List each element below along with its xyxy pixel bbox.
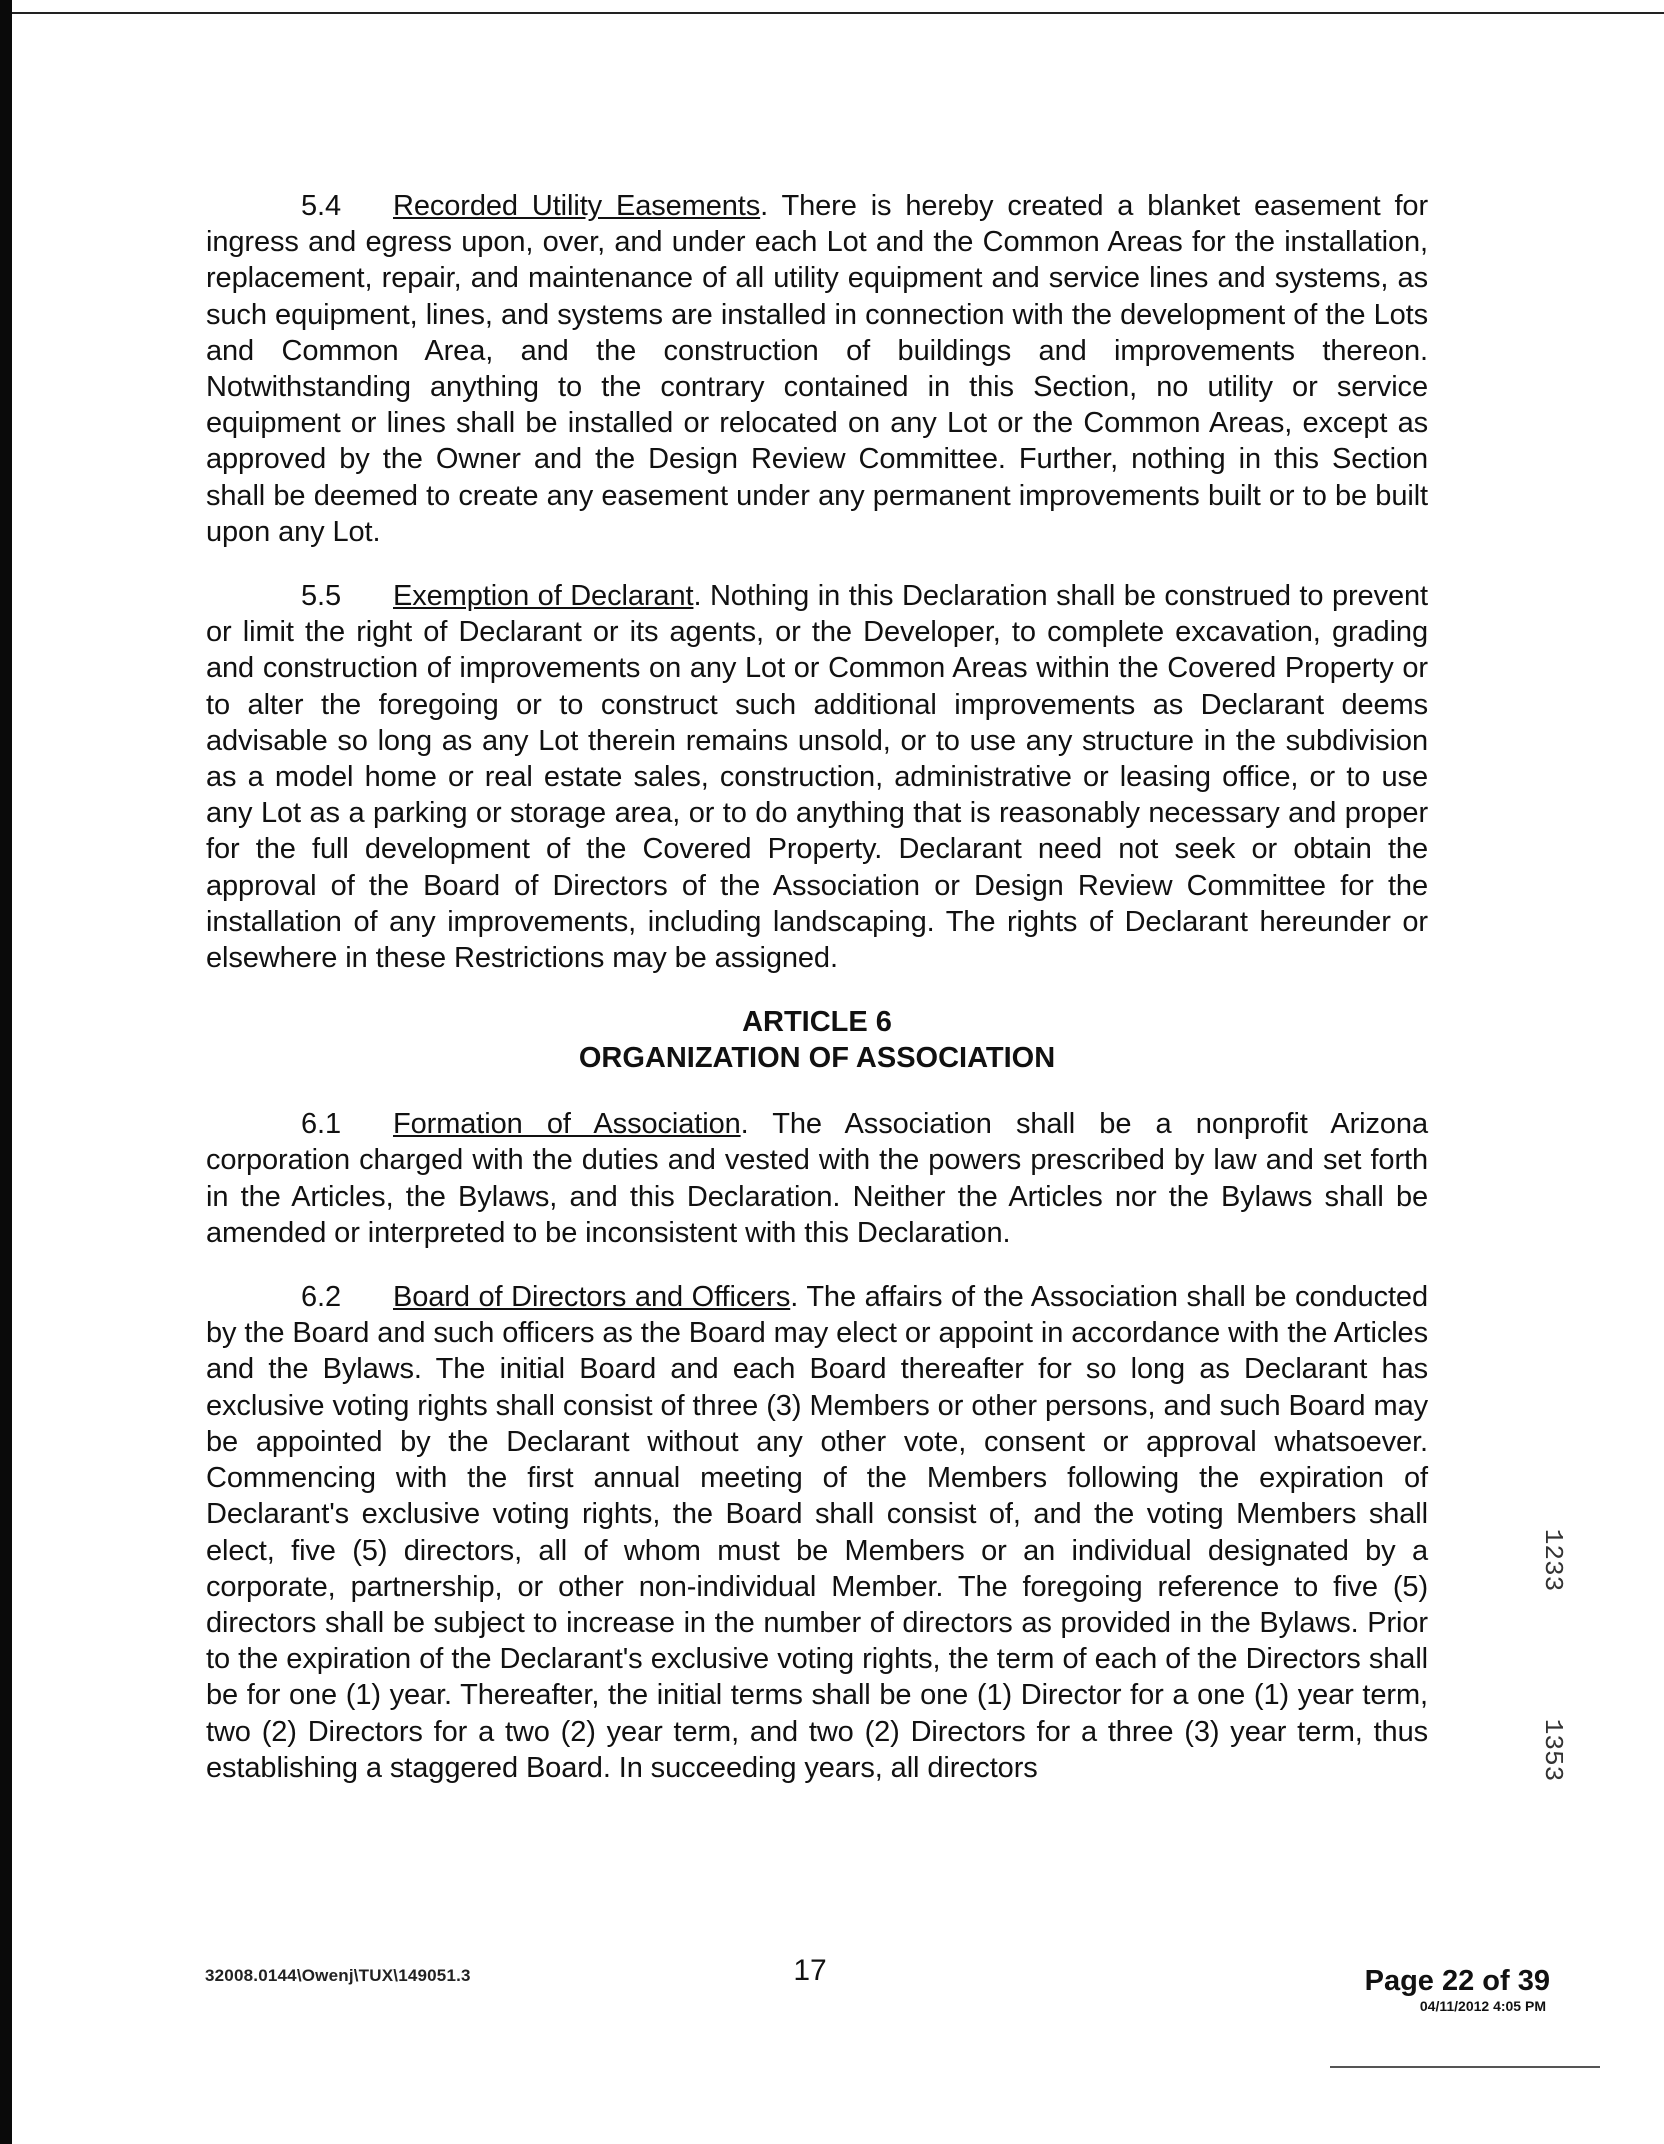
page-stamp (1300, 1964, 1550, 2014)
section-number: 5.4 (301, 190, 342, 222)
top-rule (12, 12, 1664, 14)
margin-stamp-lower (1536, 1690, 1570, 1782)
section-6-1 (206, 1106, 1428, 1251)
margin-stamp-lower-text: 1353 (1538, 1718, 1568, 1782)
section-5-4 (206, 188, 1428, 550)
footer-file-reference: 32008.0144\Owenj\TUX\149051.3 (205, 1966, 471, 1985)
section-heading: Formation of Association (393, 1108, 741, 1141)
bottom-rule (1330, 2066, 1600, 2068)
section-body: . There is hereby created a blanket easement for ingress and egress upon, over, and under each Lot and the Common Areas for the installation, replacement, repair, and maintenance of all utility equipment and service lines and systems, as such equipment, lines, and systems are installed in connection with the development of the Lots and Common Area, and the construction of buildings and improvements thereon. Notwithstanding anything to the contrary contained in this Section, no utility or service equipment or lines shall be installed or relocated on any Lot or the Common Areas, except as approved by the Owner and the Design Review Committee. Further, nothing in this Section shall be deemed to create any easement under any permanent improvements built or to be built upon any Lot. (206, 190, 1428, 548)
section-heading: Board of Directors and Officers (393, 1281, 791, 1314)
article-title: ORGANIZATION OF ASSOCIATION (578, 1042, 1056, 1075)
article-number: ARTICLE 6 (742, 1006, 892, 1039)
section-number: 6.2 (301, 1281, 342, 1314)
print-date-time: 04/11/2012 4:05 PM (1419, 1998, 1546, 2014)
article-heading (206, 1004, 1428, 1076)
page-of-count: Page 22 of 39 (1364, 1965, 1550, 1997)
section-6-2 (206, 1279, 1428, 1786)
section-body: . Nothing in this Declaration shall be construed to prevent or limit the right of Declarant or its agents, or the Developer, to complete excavation, grading and construction of improvements on any Lot or Common Areas within the Covered Property or to alter the foregoing or to construct such additional improvements as Declarant deems advisable so long as any Lot therein remains unsold, or to use any structure in the subdivision as a model home or real estate sales, construction, administrative or leasing office, or to use any Lot as a parking or storage area, or to do anything that is reasonably necessary and proper for the full development of the Covered Property. Declarant need not seek or obtain the approval of the Board of Directors of the Association or Design Review Committee for the installation of any improvements, including landscaping. The rights of Declarant hereunder or elsewhere in these Restrictions may be assigned. (206, 580, 1429, 975)
scan-edge-bar (0, 0, 12, 2144)
margin-stamp-upper (1536, 1500, 1570, 1592)
margin-stamp-upper-text: 1233 (1538, 1528, 1568, 1592)
section-number: 5.5 (301, 580, 342, 613)
section-number: 6.1 (301, 1108, 342, 1141)
section-body: . The Association shall be a nonprofit Arizona corporation charged with the duties and vested with the powers prescribed by law and set forth in the Articles, the Bylaws, and this Declaration. Neither the Articles nor the Bylaws shall be amended or interpreted to be inconsistent with this Declaration. (206, 1108, 1428, 1249)
page-content (206, 188, 1428, 1814)
section-5-5 (206, 578, 1428, 976)
section-heading: Recorded Utility Easements (393, 190, 761, 222)
section-body: . The affairs of the Association shall be conducted by the Board and such officers as the Board may elect or appoint in accordance with the Articles and the Bylaws. The initial Board and each Board thereafter for so long as Declarant has exclusive voting rights shall consist of three (3) Members or other persons, and such Board may be appointed by the Declarant without any other vote, consent or approval whatsoever. Commencing with the first annual meeting of the Members following the expiration of Declarant's exclusive voting rights, the Board shall consist of, and the voting Members shall elect, five (5) directors, all of whom must be Members or an individual designated by a corporate, partnership, or other non-individual Member. The foregoing reference to five (5) directors shall be subject to increase in the number of directors as provided in the Bylaws. Prior to the expiration of the Declarant's exclusive voting rights, the term of each of the Directors shall be for one (1) year. Thereafter, the initial terms shall be one (1) Director for a one (1) year term, two (2) Directors for a two (2) year term, and two (2) Directors for a three (3) year term, thus establishing a staggered Board. In succeeding years, all directors (206, 1281, 1428, 1784)
section-heading: Exemption of Declarant (393, 580, 694, 613)
footer-page-number: 17 (793, 1954, 827, 1987)
